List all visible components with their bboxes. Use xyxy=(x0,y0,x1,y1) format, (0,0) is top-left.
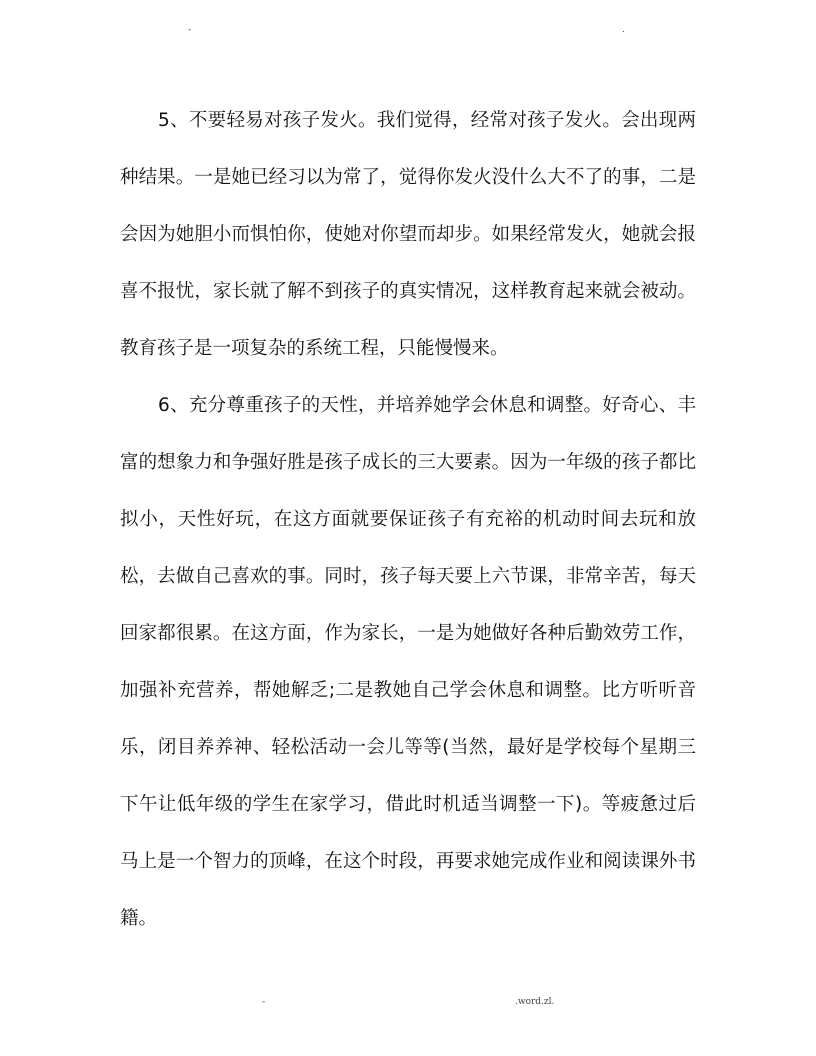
paragraph-5: 5、不要轻易对孩子发火。我们觉得，经常对孩子发火。会出现两种结果。一是她已经习以为常了，觉得你发火没什么大不了的事，二是会因为她胆小而惧怕你，使她对你望而却步。如果经常发火，她就会报喜不报忧，家长就了解不到孩子的真实情况，这样教育起来就会被动。教育孩子是一项复杂的系统工程，只能慢慢来。 xyxy=(120,110,696,359)
footer-right-mark: .word.zl. xyxy=(515,997,555,1007)
footer-left-mark: - xyxy=(262,997,266,1007)
paragraph-6: 6、充分尊重孩子的天性，并培养她学会休息和调整。好奇心、丰富的想象力和争强好胜是孩子成长的三大要素。因为一年级的孩子都比拟小，天性好玩，在这方面就要保证孩子有充裕的机动时间去玩和放松，去做自己喜欢的事。同时，孩子每天要上六节课，非常辛苦，每天回家都很累。在这方面，作为家长，一是为她做好各种后勤效劳工作，加强补充营养，帮她解乏;二是教她自己学会休息和调整。比方听听音乐，闭目养养神、轻松活动一会儿等等(当然，最好是学校每个星期三下午让低年级的学生在家学习，借此时机适当调整一下)。等疲惫过后马上是一个智力的顶峰，在这个时段，再要求她完成作业和阅读课外书籍。 xyxy=(120,395,696,929)
header-right-mark: . xyxy=(622,25,625,35)
document-body xyxy=(120,92,696,947)
header-left-mark: - xyxy=(188,25,192,35)
